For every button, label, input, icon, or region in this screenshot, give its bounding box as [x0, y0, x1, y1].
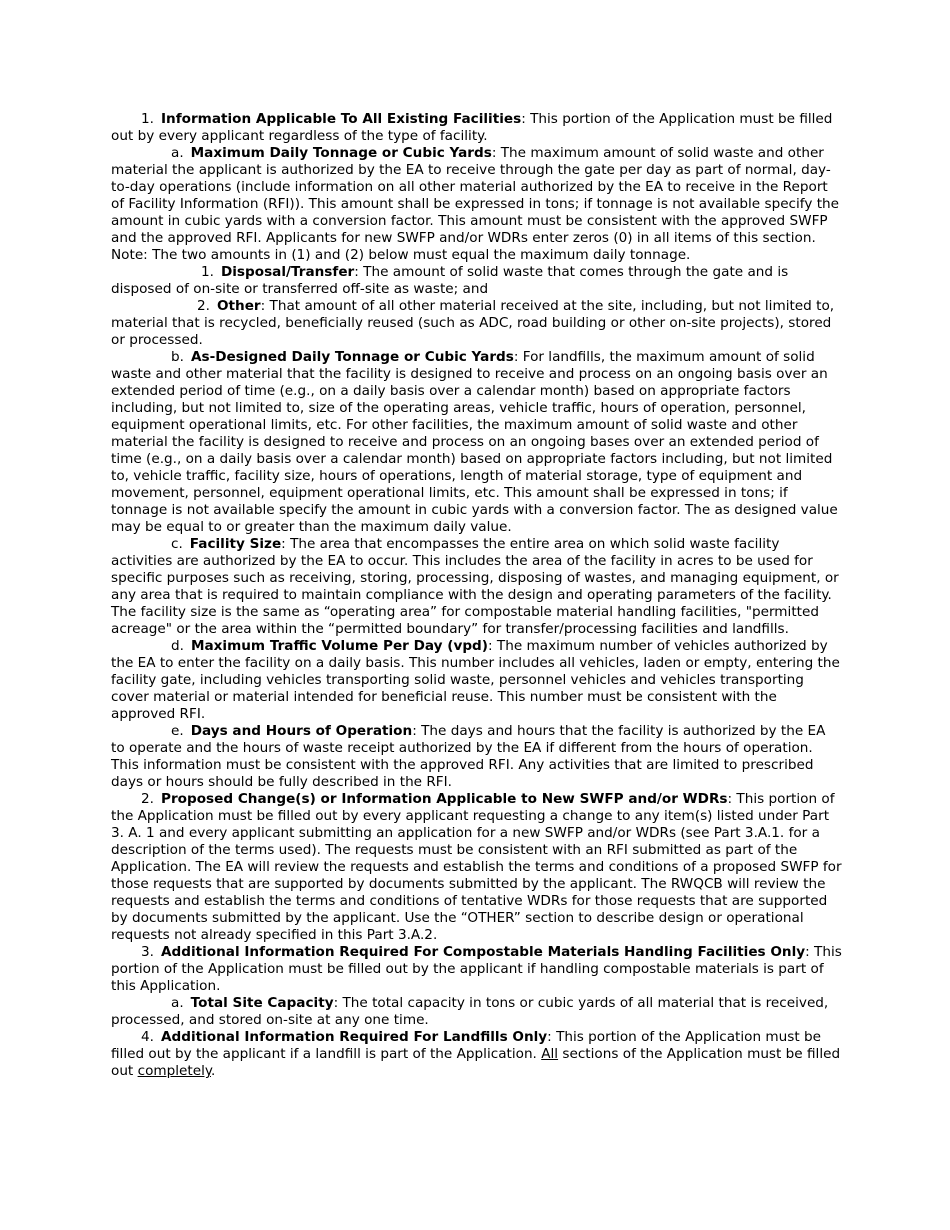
underlined-word-completely: completely	[137, 1063, 211, 1079]
item-title: As-Designed Daily Tonnage or Cubic Yards	[190, 349, 514, 365]
item-number: e.	[171, 723, 184, 739]
item-text: .	[210, 1063, 216, 1079]
item-text: : The days and hours that the facility is authorized by the EA to operate and the hours of waste receipt authorized by the EA if different from the hours of operation. This information must be consistent with the approved RFI. Any activities that are limited to prescribed days or hours should be fully described in the RFI.	[111, 723, 826, 790]
item-1a	[111, 145, 842, 264]
item-number: c.	[171, 536, 183, 552]
item-title: Other	[216, 298, 261, 314]
item-text: : This portion of the Application must be filled out by every applicant requesting a change to any item(s) listed under Part 3. A. 1 and every applicant submitting an application for a new SWFP and/or WDRs (see Part 3.A.1. for a description of the terms used). The requests must be consistent with an RFI submitted as part of the Application. The EA will review the requests and establish the terms and conditions of a proposed SWFP for those requests that are supported by documents submitted by the applicant. The RWQCB will review the requests and establish the terms and conditions of tentative WDRs for those requests that are supported by documents submitted by the applicant. Use the “OTHER” section to describe design or operational requests not already specified in this Part 3.A.2.	[111, 791, 842, 943]
item-text: : The area that encompasses the entire area on which solid waste facility activities are authorized by the EA to occur. This includes the area of the facility in acres to be used for specific purposes such as receiving, storing, processing, disposing of wastes, and managing equipment, or any area that is required to maintain compliance with the design and operating parameters of the facility. The facility size is the same as “operating area” for compostable material handling facilities, "permitted acreage" or the area within the “permitted boundary” for transfer/processing facilities and landfills.	[111, 536, 839, 637]
item-text: : The total capacity in tons or cubic yards of all material that is received, processed, and stored on-site at any one time.	[111, 995, 829, 1028]
item-3a	[111, 995, 842, 1029]
item-text: : This portion of the Application must be filled out by every applicant regardless of the type of facility.	[111, 111, 833, 144]
item-text: sections of the Application must be filled out	[111, 1046, 841, 1079]
item-title: Days and Hours of Operation	[190, 723, 413, 739]
item-title: Information Applicable To All Existing Facilities	[160, 111, 522, 127]
item-2	[111, 791, 842, 944]
item-title: Maximum Traffic Volume Per Day (vpd)	[190, 638, 488, 654]
item-1e	[111, 723, 842, 791]
item-title: Facility Size	[189, 536, 282, 552]
item-text: : The maximum amount of solid waste and other material the applicant is authorized by the EA to receive through the gate per day as part of normal, day-to-day operations (include information on all other material authorized by the EA to receive in the Report of Facility Information (RFI)). This amount shall be expressed in tons; if tonnage is not available specify the amount in cubic yards with a conversion factor. This amount must be consistent with the approved SWFP and the approved RFI. Applicants for new SWFP and/or WDRs enter zeros (0) in all items of this section. Note: The two amounts in (1) and (2) below must equal the maximum daily tonnage.	[111, 145, 840, 263]
item-text: : That amount of all other material received at the site, including, but not limited to, material that is recycled, beneficially reused (such as ADC, road building or other on-site projects), stored or processed.	[111, 298, 835, 348]
item-text: : The amount of solid waste that comes through the gate and is disposed of on-site or transferred off-site as waste; and	[111, 264, 789, 297]
item-title: Additional Information Required For Landfills Only	[160, 1029, 548, 1045]
item-number: a.	[171, 995, 184, 1011]
item-number: 2.	[197, 298, 210, 314]
item-1c	[111, 536, 842, 638]
item-1	[111, 111, 842, 145]
item-number: 1.	[201, 264, 214, 280]
item-4	[111, 1029, 842, 1080]
item-title: Proposed Change(s) or Information Applicable to New SWFP and/or WDRs	[160, 791, 728, 807]
item-number: 1.	[141, 111, 154, 127]
item-text: : This portion of the Application must be filled out by the applicant if handling compostable materials is part of this Application.	[111, 944, 842, 994]
item-1a-1	[111, 264, 842, 298]
item-1b	[111, 349, 842, 536]
item-number: b.	[171, 349, 184, 365]
item-number: 4.	[141, 1029, 154, 1045]
item-3	[111, 944, 842, 995]
item-number: 2.	[141, 791, 154, 807]
item-title: Additional Information Required For Compostable Materials Handling Facilities Only	[160, 944, 806, 960]
item-1a-2	[111, 298, 842, 349]
underlined-word-all: All	[541, 1046, 559, 1062]
item-text: : For landfills, the maximum amount of solid waste and other material that the facility is designed to receive and process on an ongoing basis over an extended period of time (e.g., on a daily basis over a calendar month) based on appropriate factors including, but not limited to, size of the operating areas, vehicle traffic, hours of operation, personnel, equipment operational limits, etc. For other facilities, the maximum amount of solid waste and other material the facility is designed to receive and process on an ongoing bases over an extended period of time (e.g., on a daily basis over a calendar month) based on appropriate factors including, but not limited to, vehicle traffic, facility size, hours of operations, length of material storage, type of equipment and movement, personnel, equipment operational limits, etc. This amount shall be expressed in tons; if tonnage is not available specify the amount in cubic yards with a conversion factor. The as designed value may be equal to or greater than the maximum daily value.	[111, 349, 838, 535]
item-title: Maximum Daily Tonnage or Cubic Yards	[190, 145, 492, 161]
item-number: a.	[171, 145, 184, 161]
item-number: d.	[171, 638, 184, 654]
item-text: : This portion of the Application must be filled out by the applicant if a landfill is part of the Application.	[111, 1029, 821, 1062]
item-title: Total Site Capacity	[190, 995, 334, 1011]
item-title: Disposal/Transfer	[220, 264, 355, 280]
item-number: 3.	[141, 944, 154, 960]
item-1d	[111, 638, 842, 723]
item-text: : The maximum number of vehicles authorized by the EA to enter the facility on a daily basis. This number includes all vehicles, laden or empty, entering the facility gate, including vehicles transporting solid waste, personnel vehicles and vehicles transporting cover material or material intended for beneficial reuse. This number must be consistent with the approved RFI.	[111, 638, 840, 722]
